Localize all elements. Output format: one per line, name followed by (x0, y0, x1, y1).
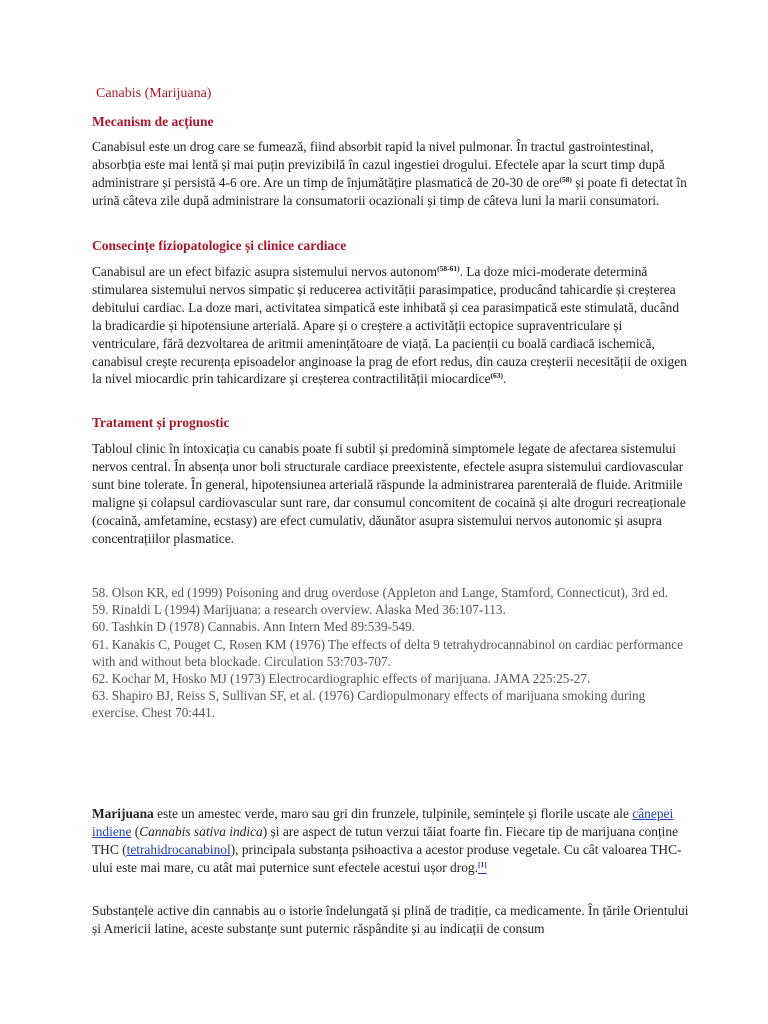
section-heading-cardiac: Consecințe fiziopatologice și clinice cardiace (92, 238, 347, 253)
reference-item: 60. Tashkin D (1978) Cannabis. Ann Intern Med 89:539-549. (92, 619, 415, 635)
paragraph-cardiac: Canabisul are un efect bifazic asupra sistemului nervos autonom$^{(58-61)}$. La doze mici-moderate determină stimularea sistemului nervos simpatic și reducerea activității parasimpatice, producând tahicardie și creșterea debitului cardiac. La doze mari, activitatea simpatică este inhibată și cea parasimpatică este stimulată, ducând la bradicardie și hipotensiune arterială. Apare și o creștere a activității ectopice supraventriculare și ventriculare, fără dezvoltarea de aritmii amenințătoare de viață. La pacienții cu boală cardiacă ischemică, canabisul crește recurența episoadelor anginoase la prag de efort redus, din cauza creșterii necesității de oxigen la nivel miocardic prin tahicardizare și creșterea contractilității miocardice$^{(63)}$. (92, 264, 687, 387)
paragraph-history: Substanțele active din cannabis au o istorie îndelungată și plină de tradiție, ca medicamente. În țările Orientului și Americii latine, aceste substanțe sunt puternic răspândite și au indicații de consum (92, 903, 689, 936)
reference-item: 61. Kanakis C, Pouget C, Rosen KM (1976) The effects of delta 9 tetrahydrocannabinol on cardiac performance with and without beta blockade. Circulation 53:703-707. (92, 636, 683, 669)
reference-item: 63. Shapiro BJ, Reiss S, Sullivan SF, et al. (1976) Cardiopulmonary effects of marijuana smoking during exercise. Chest 70:441. (92, 688, 646, 721)
paragraph-treatment: Tabloul clinic în intoxicația cu canabis poate fi subtil și predomină simptomele legate de afectarea sistemului nervos central. În absența unor boli structurale cardiace preexistente, efectele asupra sistemului cardiovascular sunt bine tolerate. În general, hipotensiunea arterială răspunde la administrarea parenterală de fluide. Aritmiile maligne și colapsul cardiovascular sunt rare, dar consumul concomitent de cocaină și alte droguri recreaționale (cocaină, amfetamine, ecstasy) are efect cumulativ, dăunător asupra sistemului nervos autonomic și asupra concentrațiilor plasmatice. (92, 441, 686, 546)
species-name: Cannabis sativa indica (139, 823, 263, 839)
section-heading-treatment: Tratament și prognostic (92, 415, 230, 430)
references-list (92, 584, 692, 722)
link-canepa-indiana[interactable]: cânepei indiene (92, 806, 674, 839)
footnote-link[interactable]: [1] (477, 859, 487, 869)
citation-sup: (63) (490, 371, 504, 381)
marijuana-term: Marijuana (92, 806, 154, 821)
link-tetrahidrocanabinol[interactable]: tetrahidrocanabinol (126, 841, 231, 857)
reference-item: 62. Kochar M, Hosko MJ (1973) Electrocardiographic effects of marijuana. JAMA 225:25-27. (92, 671, 591, 687)
paragraph-marijuana: Marijuana este un amestec verde, maro sau gri din frunzele, tulpinile, semințele și florile uscate ale cânepei indiene (Cannabis sativa indica) și are aspect de tutun verzui tăiat foarte fin. Fiecare tip de marijuana conține THC (tetrahidrocanabinol), principala substanța psihoactiva a acestor produse vegetale. Cu cât valoarea THC-ului este mai mare, cu atât mai puternice sunt efectele acestui ușor drog.[1] (92, 806, 682, 875)
reference-item: 59. Rinaldi L (1994) Marijuana: a research overview. Alaska Med 36:107-113. (92, 602, 506, 618)
citation-sup: (58-61) (437, 264, 460, 273)
paragraph-mechanism: Canabisul este un drog care se fumează, fiind absorbit rapid la nivel pulmonar. În tractul gastrointestinal, absorbția este mai lentă și mai puțin previzibilă în cazul ingestiei drogului. Efectele apar la scurt timp după administrare și persistă 4-6 ore. Are un timp de înjumătățire plasmatică de 20-30 de ore$^{(58)}$ și poate fi detectat în urină câteva zile după administrare la consumatorii ocazionali și timp de câteva luni la marii consumatori. (92, 139, 687, 208)
reference-item: 58. Olson KR, ed (1999) Poisoning and drug overdose (Appleton and Lange, Stamford, Connecticut), 3rd ed. (92, 585, 669, 600)
section-heading-mechanism: Mecanism de acțiune (92, 114, 214, 129)
citation-sup: (58) (559, 174, 572, 184)
page-title: Canabis (Marijuana) (96, 86, 212, 101)
